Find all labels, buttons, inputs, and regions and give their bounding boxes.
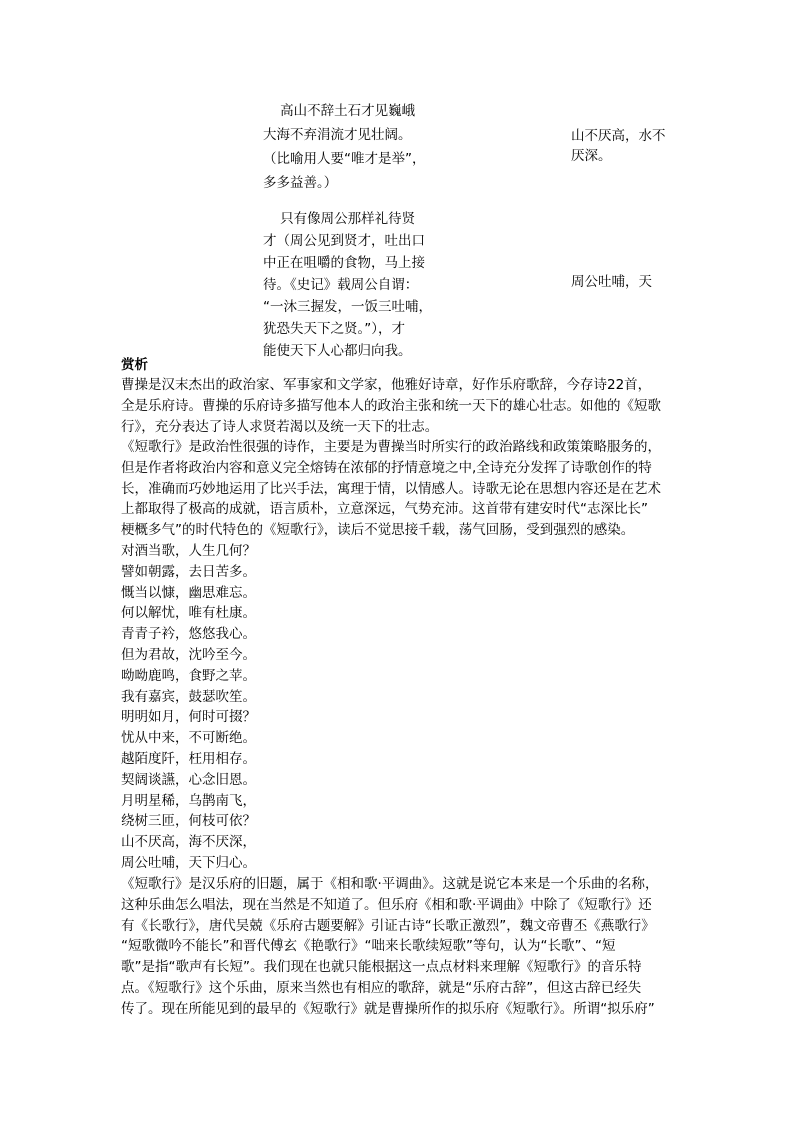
paragraph-line: 长，准确而巧妙地运用了比兴手法，寓理于情，以情感人。诗歌无论在思想内容还是在艺术 xyxy=(121,480,661,497)
paragraph-line: 有《长歌行》，唐代吴兢《乐府古题要解》引证古诗“长歌正激烈”，魏文帝曹丕《燕歌行》 xyxy=(121,917,655,934)
paragraph-line: 《短歌行》是汉乐府的旧题，属于《相和歌·平调曲》。这就是说它本来是一个乐曲的名称， xyxy=(121,876,659,892)
poem-line: 明明如月，何时可掇？ xyxy=(121,709,256,726)
section-heading: 赏析 xyxy=(121,357,148,373)
paragraph-line: 梗概多气”的时代特色的《短歌行》，读后不觉思接千载，荡气回肠，受到强烈的感染。 xyxy=(121,522,635,539)
note-original-line: 山不厌高，水不 xyxy=(571,128,666,144)
poem-line: 但为君故，沈吟至今。 xyxy=(121,647,256,663)
poem-line: 呦呦鹿鸣，食野之苹。 xyxy=(121,667,256,684)
note-original-line: 厌深。 xyxy=(571,148,612,164)
poem-line: 越陌度阡，枉用相存。 xyxy=(121,751,256,767)
note-translation-line: 只有像周公那样礼待贤 xyxy=(263,211,416,227)
paragraph-line: “短歌微吟不能长”和晋代傅玄《艳歌行》“咄来长歌续短歌”等句，认为“长歌”、“短 xyxy=(121,938,616,955)
paragraph-line: 但是作者将政治内容和意义完全熔铸在浓郁的抒情意境之中,全诗充分发挥了诗歌创作的特 xyxy=(121,459,652,476)
paragraph-line: 这种乐曲怎么唱法，现在当然是不知道了。但乐府《相和歌·平调曲》中除了《短歌行》还 xyxy=(121,896,652,913)
note-translation-line: （比喻用人要“唯才是举”， xyxy=(263,151,426,167)
poem-line: 慨当以慷，幽思难忘。 xyxy=(121,584,256,601)
poem-line: 青青子衿，悠悠我心。 xyxy=(121,626,256,643)
note-translation-line: 中正在咀嚼的食物，马上接 xyxy=(263,255,425,271)
paragraph-line: 曹操是汉末杰出的政治家、军事家和文学家，他雅好诗章，好作乐府歌辞，今存诗22首， xyxy=(121,377,652,393)
note-translation-line: 待。《史记》载周公自谓： xyxy=(263,277,419,293)
poem-line: 契阔谈讌，心念旧恩。 xyxy=(121,771,256,788)
poem-line: 何以解忧，唯有杜康。 xyxy=(121,605,256,622)
paragraph-line: 全是乐府诗。曹操的乐府诗多描写他本人的政治主张和统一天下的雄心壮志。如他的《短歌 xyxy=(121,397,661,414)
poem-line: 譬如朝露，去日苦多。 xyxy=(121,563,256,580)
poem-line: 忧从中来，不可断绝。 xyxy=(121,730,256,747)
paragraph-line: 歌”是指“歌声有长短”。我们现在也就只能根据这一点点材料来理解《短歌行》的音乐特 xyxy=(121,959,642,976)
note-translation-line: 能使天下人心都归向我。 xyxy=(263,343,412,359)
poem-line: 月明星稀，乌鹊南飞， xyxy=(121,792,256,809)
note-original-line: 周公吐哺，天 xyxy=(571,274,652,290)
note-translation-line: 多多益善。） xyxy=(263,175,338,191)
paragraph-line: 传了。现在所能见到的最早的《短歌行》就是曹操所作的拟乐府《短歌行》。所谓“拟乐府” xyxy=(121,1000,655,1017)
poem-line: 我有嘉宾，鼓瑟吹笙。 xyxy=(121,688,256,705)
note-translation-line: 大海不弃涓流才见壮阔。 xyxy=(263,127,412,143)
paragraph-line: 点。《短歌行》这个乐曲，原来当然也有相应的歌辞，就是“乐府古辞”，但这古辞已经失 xyxy=(121,980,642,996)
note-translation-line: 高山不辞土石才见巍峨 xyxy=(263,103,416,119)
note-translation-line: “一沐三握发，一饭三吐哺， xyxy=(263,299,432,315)
note-translation-line: 才（周公见到贤才，吐出口 xyxy=(263,233,425,249)
paragraph-line: 《短歌行》是政治性很强的诗作，主要是为曹操当时所实行的政治路线和政策策略服务的， xyxy=(121,439,661,455)
poem-line: 山不厌高，海不厌深， xyxy=(121,834,256,851)
poem-line: 绕树三匝，何枝可依？ xyxy=(121,813,256,830)
note-translation-line: 犹恐失天下之贤。”），才 xyxy=(263,321,405,337)
poem-line: 对酒当歌，人生几何？ xyxy=(121,543,256,559)
paragraph-line: 行》，充分表达了诗人求贤若渴以及统一天下的壮志。 xyxy=(121,418,439,435)
paragraph-line: 上都取得了极高的成就，语言质朴，立意深远，气势充沛。这首带有建安时代“志深比长” xyxy=(121,501,648,518)
poem-line: 周公吐哺，天下归心。 xyxy=(121,855,256,871)
